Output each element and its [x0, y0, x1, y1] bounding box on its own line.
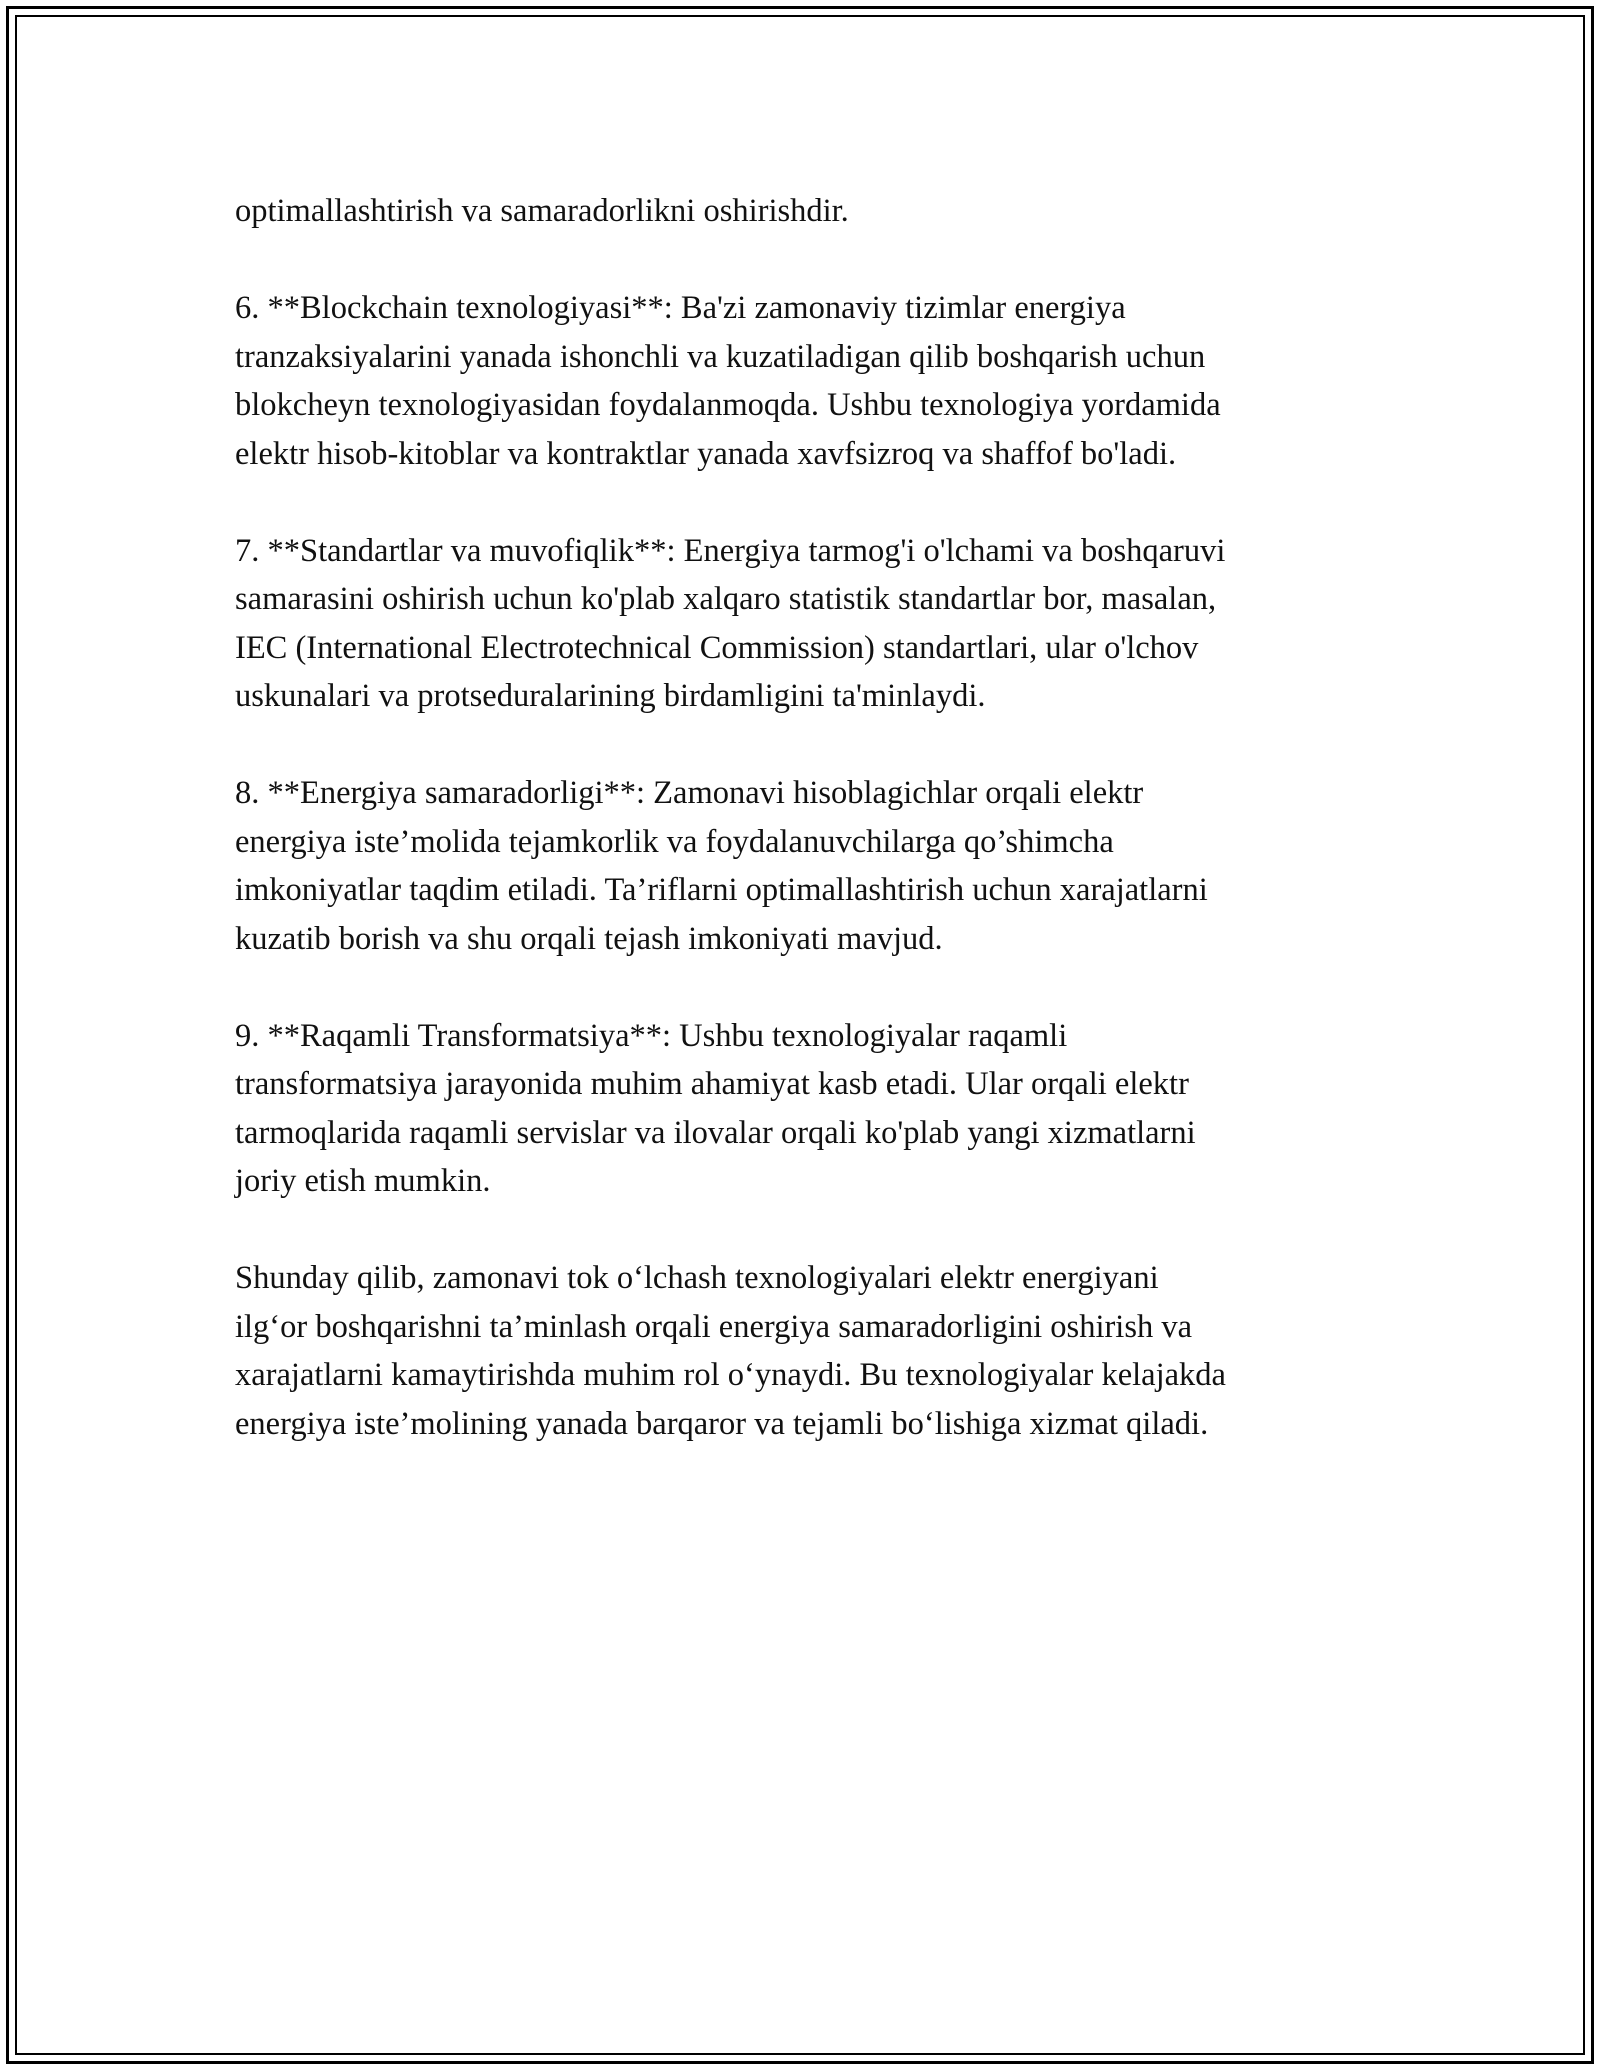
text-line: kuzatib borish va shu orqali tejash imkoniyati mavjud.	[235, 920, 943, 957]
text-line: 7. **Standartlar va muvofiqlik**: Energiya tarmog'i o'lchami va boshqaruvi	[235, 532, 1226, 569]
text-line: ilg‘or boshqarishni ta’minlash orqali energiya samaradorligini oshirish va	[235, 1308, 1193, 1345]
text-line: samarasini oshirish uchun ko'plab xalqaro statistik standartlar bor, masalan,	[235, 581, 1217, 617]
text-line: joriy etish mumkin.	[235, 1163, 491, 1199]
text-line: 8. **Energiya samaradorligi**: Zamonavi hisoblagichlar orqali elektr	[235, 775, 1144, 811]
text-line: 6. **Blockchain texnologiyasi**: Ba'zi zamonaviy tizimlar energiya	[235, 290, 1126, 326]
paragraph-digital-transformation	[235, 1012, 1365, 1206]
text-line: 9. **Raqamli Transformatsiya**: Ushbu texnologiyalar raqamli	[235, 1017, 1068, 1054]
paragraph-standards	[235, 527, 1365, 721]
text-line: energiya iste’molida tejamkorlik va foydalanuvchilarga qo’shimcha	[235, 823, 1114, 860]
text-line: tranzaksiyalarini yanada ishonchli va kuzatiladigan qilib boshqarish uchun	[235, 338, 1206, 375]
text-line: IEC (International Electrotechnical Commission) standartlari, ular o'lchov	[235, 629, 1199, 666]
paragraph-continuation	[235, 187, 1365, 236]
text-line: uskunalari va protseduralarining birdamligini ta'minlaydi.	[235, 678, 986, 714]
document-body	[235, 187, 1365, 1497]
text-line: xarajatlarni kamaytirishda muhim rol o‘ynaydi. Bu texnologiyalar kelajakda	[235, 1357, 1226, 1393]
paragraph-energy-efficiency	[235, 769, 1365, 963]
text-line: elektr hisob-kitoblar va kontraktlar yanada xavfsizroq va shaffof bo'ladi.	[235, 435, 1177, 472]
text-line: energiya iste’molining yanada barqaror va tejamli bo‘lishiga xizmat qiladi.	[235, 1405, 1209, 1442]
text-line: transformatsiya jarayonida muhim ahamiyat kasb etadi. Ular orqali elektr	[235, 1066, 1189, 1102]
text-line: Shunday qilib, zamonavi tok o‘lchash texnologiyalari elektr energiyani	[235, 1260, 1159, 1296]
text-line: optimallashtirish va samaradorlikni oshirishdir.	[235, 193, 849, 229]
text-line: tarmoqlarida raqamli servislar va ilovalar orqali ko'plab yangi xizmatlarni	[235, 1114, 1196, 1151]
paragraph-conclusion	[235, 1254, 1365, 1448]
text-line: imkoniyatlar taqdim etiladi. Ta’riflarni optimallashtirish uchun xarajatlarni	[235, 872, 1208, 908]
text-line: blokcheyn texnologiyasidan foydalanmoqda. Ushbu texnologiya yordamida	[235, 387, 1221, 423]
paragraph-blockchain	[235, 284, 1365, 478]
